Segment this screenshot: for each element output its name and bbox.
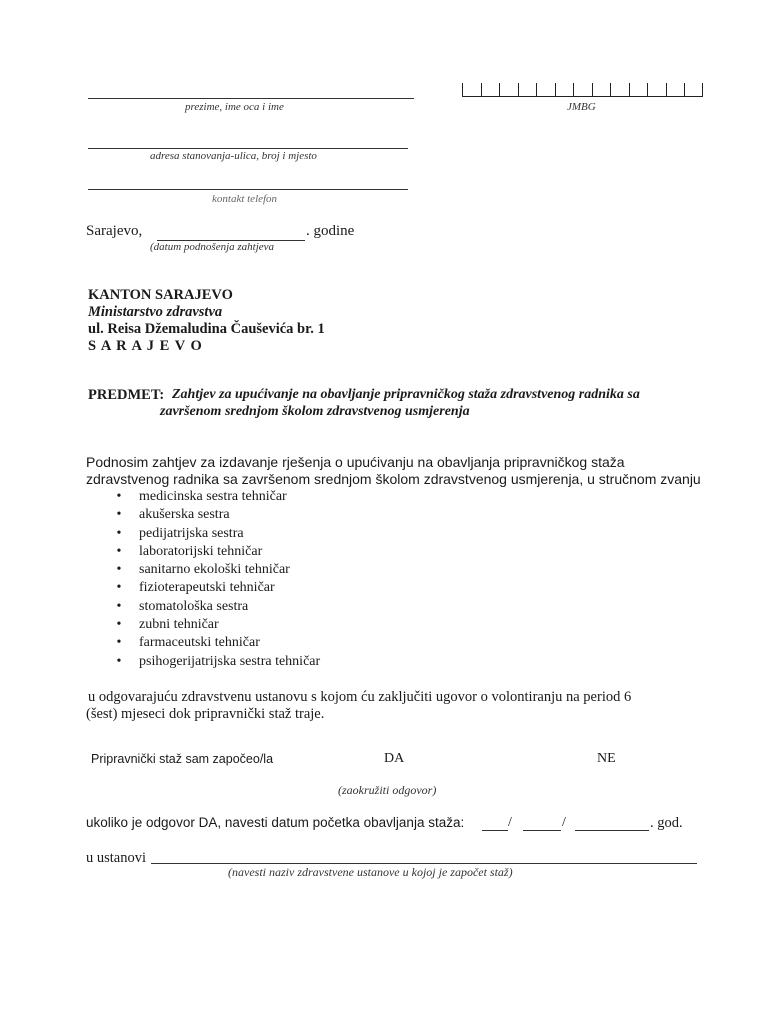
- profession-label: sanitarno ekološki tehničar: [139, 562, 290, 578]
- date-sep-2: /: [562, 815, 566, 830]
- name-line[interactable]: [88, 98, 414, 99]
- profession-label: medicinska sestra tehničar: [139, 489, 287, 504]
- answer-yes[interactable]: DA: [384, 751, 405, 766]
- jmbg-digit-box[interactable]: [592, 83, 611, 97]
- profession-label: laboratorijski tehničar: [139, 543, 263, 559]
- bullet-icon: •: [116, 598, 122, 614]
- institution-label: u ustanovi: [86, 850, 147, 866]
- jmbg-digit-box[interactable]: [684, 83, 703, 97]
- jmbg-digit-box[interactable]: [499, 83, 518, 97]
- date-sep-1: /: [508, 815, 512, 830]
- jmbg-digit-box[interactable]: [555, 83, 574, 97]
- jmbg-boxes[interactable]: [462, 83, 703, 97]
- started-question: Pripravnički staž sam započeo/la: [91, 752, 274, 766]
- jmbg-digit-box[interactable]: [610, 83, 629, 97]
- bullet-icon: •: [116, 635, 122, 651]
- period-line1: u odgovarajuću zdravstvenu ustanovu s kojom ću zaključiti ugovor o volontiranju na period 6: [88, 689, 632, 705]
- date-suffix: . godine: [306, 223, 355, 239]
- circle-hint: (zaokružiti odgovor): [338, 783, 437, 797]
- profession-item: [114, 616, 320, 634]
- profession-label: farmaceutski tehničar: [139, 635, 260, 651]
- profession-label: stomatološka sestra: [139, 598, 249, 614]
- profession-label: fizioterapeutski tehničar: [139, 580, 275, 596]
- jmbg-digit-box[interactable]: [518, 83, 537, 97]
- jmbg-digit-box[interactable]: [647, 83, 666, 97]
- recipient-canton: KANTON SARAJEVO: [88, 287, 233, 303]
- subject-label: PREDMET:: [88, 387, 165, 403]
- bullet-icon: •: [116, 653, 122, 669]
- profession-label: psihogerijatrijska sestra tehničar: [139, 653, 321, 669]
- jmbg-digit-box[interactable]: [666, 83, 685, 97]
- profession-item: [114, 579, 320, 597]
- jmbg-caption: JMBG: [567, 101, 596, 113]
- jmbg-digit-box[interactable]: [536, 83, 555, 97]
- bullet-icon: •: [116, 543, 122, 559]
- profession-label: pedijatrijska sestra: [139, 525, 244, 541]
- start-date-suffix: . god.: [650, 815, 683, 831]
- jmbg-digit-box[interactable]: [573, 83, 592, 97]
- jmbg-digit-box[interactable]: [462, 83, 481, 97]
- jmbg-digit-box[interactable]: [481, 83, 500, 97]
- subject-text-line2: završenom srednjom školom zdravstvenog usmjerenja: [160, 404, 470, 419]
- recipient-city: S A R A J E V O: [88, 338, 203, 354]
- profession-item: [114, 561, 320, 579]
- institution-line[interactable]: [151, 863, 697, 864]
- profession-label: akušerska sestra: [139, 507, 230, 523]
- profession-label: zubni tehničar: [139, 617, 219, 633]
- profession-list: [114, 488, 320, 671]
- name-caption: prezime, ime oca i ime: [185, 101, 284, 113]
- profession-item: [114, 525, 320, 543]
- profession-item: [114, 598, 320, 616]
- bullet-icon: •: [116, 489, 122, 504]
- recipient-ministry: Ministarstvo zdravstva: [88, 304, 223, 320]
- date-caption: (datum podnošenja zahtjeva: [150, 241, 275, 253]
- profession-item: [114, 653, 320, 671]
- profession-item: [114, 506, 320, 524]
- subject-text-line1: Zahtjev za upućivanje na obavljanje pripravničkog staža zdravstvenog radnika sa: [172, 387, 640, 402]
- bullet-icon: •: [116, 562, 122, 578]
- bullet-icon: •: [116, 617, 122, 633]
- bullet-icon: •: [116, 580, 122, 596]
- phone-line[interactable]: [88, 189, 408, 190]
- profession-item: [114, 543, 320, 561]
- city-label: Sarajevo,: [86, 223, 143, 239]
- institution-caption: (navesti naziv zdravstvene ustanove u kojoj je započet staž): [228, 865, 513, 879]
- recipient-street: ul. Reisa Džemaludina Čauševića br. 1: [88, 321, 325, 337]
- phone-caption: kontakt telefon: [212, 193, 278, 205]
- intro-line2: zdravstvenog radnika sa završenom srednjom školom zdravstvenog usmjerenja, u stručnom zvanju: [86, 471, 701, 487]
- jmbg-digit-box[interactable]: [629, 83, 648, 97]
- bullet-icon: •: [116, 525, 122, 541]
- start-date-label: ukoliko je odgovor DA, navesti datum početka obavljanja staža:: [86, 815, 465, 830]
- intro-line1: Podnosim zahtjev za izdavanje rješenja o upućivanju na obavljanja pripravničkog staža: [86, 454, 625, 470]
- address-line[interactable]: [88, 148, 408, 149]
- start-day-line[interactable]: [482, 830, 508, 831]
- start-year-line[interactable]: [575, 830, 649, 831]
- period-line2: (šest) mjeseci dok pripravnički staž traje.: [86, 706, 325, 722]
- bullet-icon: •: [116, 507, 122, 523]
- start-month-line[interactable]: [523, 830, 561, 831]
- profession-item: [114, 488, 320, 506]
- address-caption: adresa stanovanja-ulica, broj i mjesto: [150, 150, 317, 162]
- answer-no[interactable]: NE: [597, 751, 616, 766]
- profession-item: [114, 634, 320, 652]
